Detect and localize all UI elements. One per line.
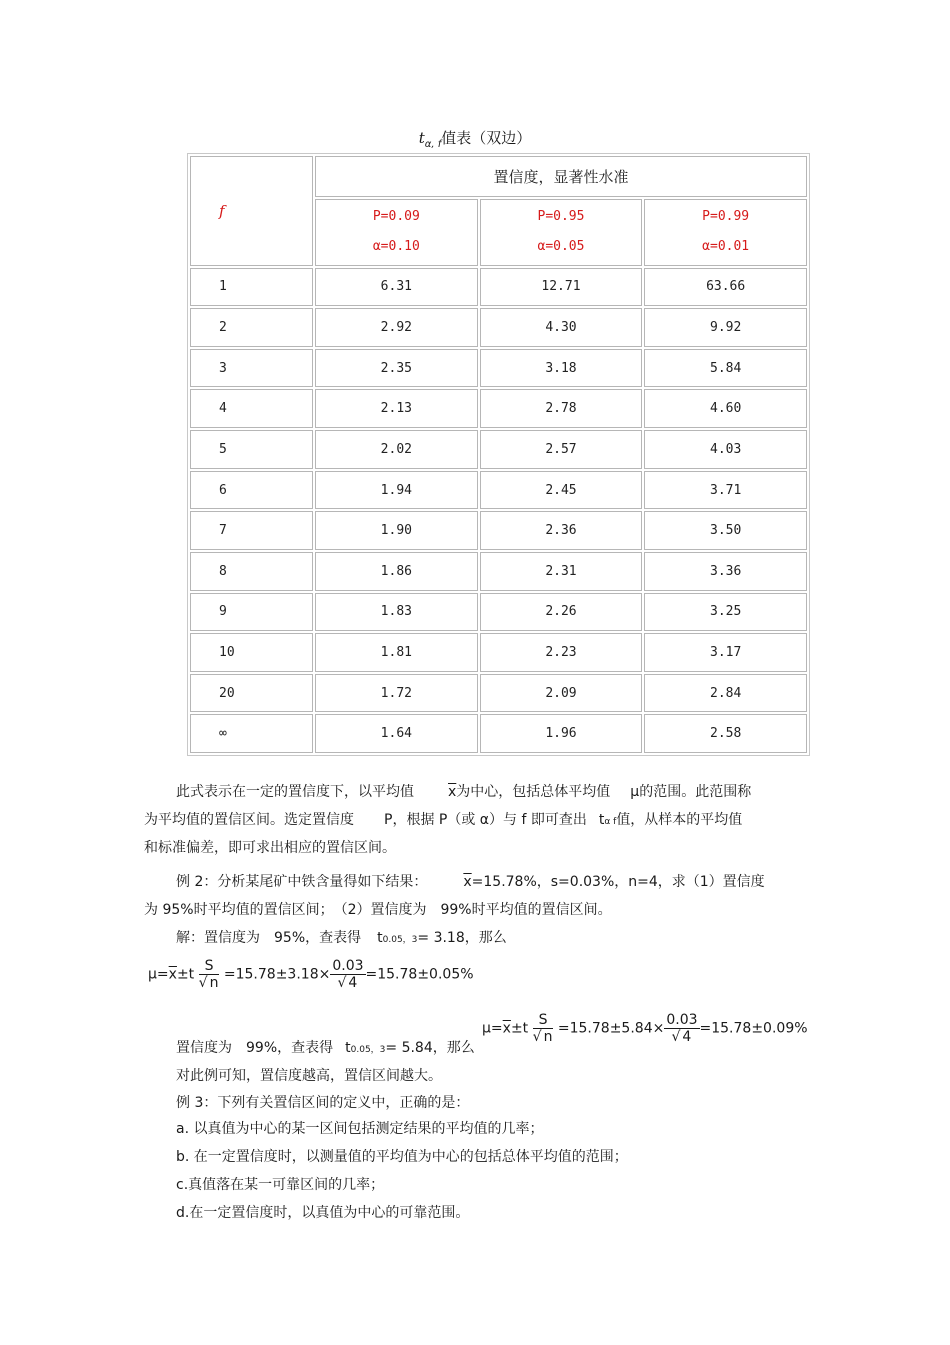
value-cell-095: 2.13 <box>315 389 478 428</box>
value-cell-095b: 3.18 <box>480 349 643 388</box>
example3-title: 例 3：下列有关置信区间的定义中，正确的是： <box>176 1095 470 1111</box>
f-cell: 9 <box>190 593 313 632</box>
table-row <box>190 633 807 672</box>
table-row <box>190 552 807 591</box>
para1-l2-text-b: P，根据 P（或 α）与 f 即可查出 <box>384 812 587 828</box>
value-cell-095: 6.31 <box>315 268 478 307</box>
para1-line2 <box>144 806 742 836</box>
solution-line <box>176 924 507 954</box>
eq2-num: 0.03 <box>666 1012 698 1028</box>
value-cell-095: 2.92 <box>315 308 478 347</box>
equation-99 <box>482 1012 808 1045</box>
value-cell-095b: 2.09 <box>480 674 643 713</box>
value-cell-095: 1.64 <box>315 714 478 753</box>
value-cell-095b: 1.96 <box>480 714 643 753</box>
eq1-eq: = <box>156 966 169 983</box>
sol-t-sub: 0.05，3 <box>382 935 418 945</box>
para1-text-c: 的范围。此范围称 <box>639 784 752 800</box>
value-cell-095b: 2.45 <box>480 471 643 510</box>
value-cell-095b: 2.78 <box>480 389 643 428</box>
value-cell-095: 1.72 <box>315 674 478 713</box>
t-subscript: α, f <box>424 139 442 150</box>
value-cell-095: 2.02 <box>315 430 478 469</box>
eq1-mu: μ <box>148 966 157 983</box>
col-1-p: P=0.09 <box>372 209 420 225</box>
value-cell-095b: 2.57 <box>480 430 643 469</box>
table-row <box>190 349 807 388</box>
para1-text-a: 此式表示在一定的置信度下，以平均值 <box>176 784 414 800</box>
col-header-1 <box>315 199 478 266</box>
sol-t: t <box>377 930 383 946</box>
conclusion: 对此例可知，置信度越高，置信区间越大。 <box>176 1068 442 1084</box>
value-cell-095b: 12.71 <box>480 268 643 307</box>
value-cell-099: 2.58 <box>644 714 807 753</box>
table-row <box>190 430 807 469</box>
value-cell-095: 1.83 <box>315 593 478 632</box>
eq1-s-over-sqrt-n: $\frac{S}{√ n}$ <box>198 958 219 991</box>
eq2-s: S <box>533 1012 554 1029</box>
eq2-rhs: =15.78±0.09% <box>699 1020 808 1037</box>
eq2-mid: =15.78±5.84× <box>557 1020 665 1037</box>
para1-l2-text-c: 值，从样本的平均值 <box>616 812 743 828</box>
col-2-p: P=0.95 <box>537 209 585 225</box>
confidence-header: 置信度，显著性水准 <box>315 156 807 197</box>
table-row <box>190 471 807 510</box>
f-cell: 20 <box>190 674 313 713</box>
para1-line3: 和标准偏差，即可求出相应的置信区间。 <box>144 840 396 856</box>
value-cell-099: 4.03 <box>644 430 807 469</box>
table-row <box>190 714 807 753</box>
sol-text-a: 解：置信度为 95%，查表得 <box>176 930 362 946</box>
value-cell-099: 4.60 <box>644 389 807 428</box>
eq1-n: n <box>209 975 219 991</box>
f-cell: 6 <box>190 471 313 510</box>
eq1-mid: =15.78±3.18× <box>223 966 331 983</box>
eq2-fraction: $\frac{0.03}{√ 4}$ <box>666 1012 698 1045</box>
value-cell-095b: 2.26 <box>480 593 643 632</box>
f-header: f <box>190 156 313 266</box>
f-cell: 3 <box>190 349 313 388</box>
value-cell-095: 2.35 <box>315 349 478 388</box>
table-header-row <box>190 156 807 197</box>
eq2-pm-t: ±t <box>510 1020 529 1037</box>
table-row <box>190 308 807 347</box>
para1-text-b: 为中心，包括总体平均值 <box>456 784 611 800</box>
value-cell-095: 1.86 <box>315 552 478 591</box>
eq2-eq: = <box>490 1020 503 1037</box>
table-title-text: 值表（双边） <box>441 129 532 147</box>
ex2-text-b: =15.78%，s=0.03%，n=4，求（1）置信度 <box>471 874 765 890</box>
value-cell-095: 1.94 <box>315 471 478 510</box>
conf99-t-sub: 0.05，3 <box>350 1045 386 1055</box>
eq2-s-over-sqrt-n: $\frac{S}{√ n}$ <box>532 1012 553 1045</box>
eq1-num: 0.03 <box>332 958 364 974</box>
value-cell-099: 9.92 <box>644 308 807 347</box>
value-cell-099: 2.84 <box>644 674 807 713</box>
eq1-xbar: $\overline{x}$ <box>168 966 177 983</box>
eq2-mu: μ <box>482 1020 491 1037</box>
example2-line2: 为 95%时平均值的置信区间； （2）置信度为 99%时平均值的置信区间。 <box>144 902 612 918</box>
value-cell-095: 1.81 <box>315 633 478 672</box>
value-cell-095b: 2.31 <box>480 552 643 591</box>
value-cell-095b: 2.23 <box>480 633 643 672</box>
para1-l2-text-a: 为平均值的置信区间。选定置信度 <box>144 812 354 828</box>
mu-symbol: μ <box>630 784 640 800</box>
f-cell: 7 <box>190 511 313 550</box>
col-3-p: P=0.99 <box>702 209 750 225</box>
conf99-text-a: 置信度为 99%，查表得 <box>176 1040 334 1056</box>
table-row <box>190 511 807 550</box>
value-cell-099: 3.50 <box>644 511 807 550</box>
value-cell-095b: 2.36 <box>480 511 643 550</box>
eq2-n: n <box>543 1029 553 1045</box>
table-row <box>190 268 807 307</box>
conf99-text-b: = 5.84，那么 <box>385 1040 475 1056</box>
f-cell: 10 <box>190 633 313 672</box>
table-body <box>190 268 807 753</box>
col-1-alpha: α=0.10 <box>372 239 420 255</box>
eq1-den: 4 <box>348 975 358 991</box>
t-alpha-sub: α f <box>604 817 617 827</box>
f-cell: 8 <box>190 552 313 591</box>
example2-line1 <box>176 868 765 896</box>
table-row <box>190 674 807 713</box>
example3-option-b: b. 在一定置信度时，以测量值的平均值为中心的包括总体平均值的范围； <box>176 1149 628 1165</box>
example3-option-c: c.真值落在某一可靠区间的几率； <box>176 1177 385 1193</box>
t-symbol: t <box>418 129 425 147</box>
col-3-alpha: α=0.01 <box>702 239 750 255</box>
t-alpha-symbol: t <box>598 812 605 828</box>
value-cell-095: 1.90 <box>315 511 478 550</box>
value-cell-095b: 4.30 <box>480 308 643 347</box>
eq1-pm-t: ±t <box>176 966 195 983</box>
f-cell: 1 <box>190 268 313 307</box>
f-cell: 5 <box>190 430 313 469</box>
value-cell-099: 63.66 <box>644 268 807 307</box>
sol-text-b: = 3.18，那么 <box>417 930 507 946</box>
equation-95 <box>148 958 474 991</box>
table-title <box>0 127 950 150</box>
f-cell: 2 <box>190 308 313 347</box>
value-cell-099: 3.17 <box>644 633 807 672</box>
eq2-xbar: $\overline{x}$ <box>502 1020 511 1037</box>
example3-option-d: d.在一定置信度时，以真值为中心的可靠范围。 <box>176 1205 470 1221</box>
conf99-t: t <box>345 1040 351 1056</box>
para1-line1 <box>176 778 751 806</box>
col-header-2 <box>480 199 643 266</box>
conf99-line <box>176 1034 475 1064</box>
eq1-fraction: $\frac{0.03}{√ 4}$ <box>332 958 364 991</box>
f-cell: 4 <box>190 389 313 428</box>
eq1-s: S <box>199 958 220 975</box>
eq1-rhs: =15.78±0.05% <box>365 966 474 983</box>
col-2-alpha: α=0.05 <box>537 239 585 255</box>
ex2-text-a: 例 2：分析某尾矿中铁含量得如下结果： <box>176 874 428 890</box>
value-cell-099: 5.84 <box>644 349 807 388</box>
col-header-3 <box>644 199 807 266</box>
eq2-den: 4 <box>682 1029 692 1045</box>
f-cell: ∞ <box>190 714 313 753</box>
value-cell-099: 3.71 <box>644 471 807 510</box>
table-row <box>190 593 807 632</box>
value-cell-099: 3.36 <box>644 552 807 591</box>
ex2-xbar: $\overline{x}$ <box>463 874 472 890</box>
table-row <box>190 389 807 428</box>
xbar-symbol: $\overline{x}$ <box>448 784 457 800</box>
example3-option-a: a. 以真值为中心的某一区间包括测定结果的平均值的几率； <box>176 1121 544 1137</box>
value-cell-099: 3.25 <box>644 593 807 632</box>
t-value-table <box>187 153 810 756</box>
